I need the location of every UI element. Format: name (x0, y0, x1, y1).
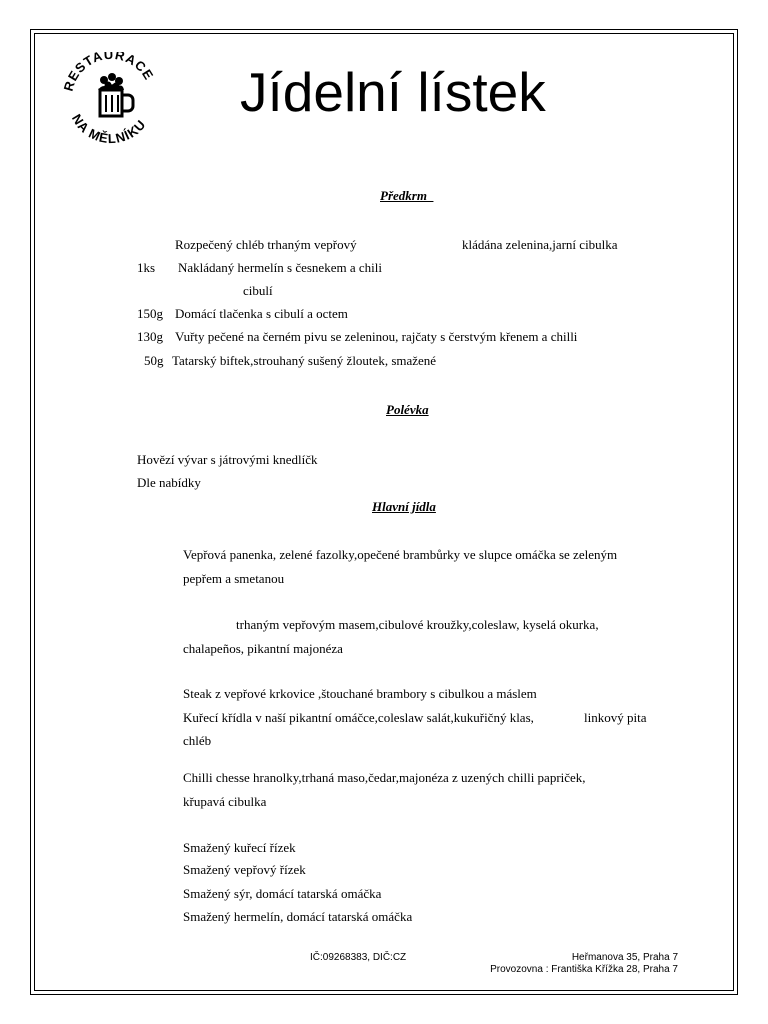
menu-item-text: Hovězí vývar s játrovými knedlíčk (137, 452, 318, 467)
menu-item-text: pepřem a smetanou (183, 571, 285, 586)
menu-item-text: Smažený hermelín, domácí tatarská omáčka (183, 909, 413, 924)
menu-item-text: trhaným vepřovým masem,cibulové kroužky,coleslaw, kyselá okurka, (236, 617, 599, 632)
section-title-hlavni: Hlavní jídla (372, 499, 436, 514)
menu-item-text: cibulí (243, 283, 273, 298)
menu-item-text: chléb (183, 733, 212, 748)
menu-item-text: Smažený sýr, domácí tatarská omáčka (183, 886, 382, 901)
section-title-predkrm: Předkrm (380, 188, 434, 203)
menu-item-qty: 50g (144, 353, 164, 368)
menu-item-text: Vepřová panenka, zelené fazolky,opečené brambůrky ve slupce omáčka se zeleným (183, 547, 618, 562)
menu-item-text: Smažený kuřecí řízek (183, 840, 296, 855)
menu-item-text: Rozpečený chléb trhaným vepřový (175, 237, 357, 252)
menu-item-qty: 1ks (137, 260, 156, 275)
footer-address: Heřmanova 35, Praha 7 (571, 952, 678, 963)
menu-item-text: Vuřty pečené na černém pivu se zeleninou, rajčaty s čerstvým křenem a chilli (175, 329, 578, 344)
section-title-polevka: Polévka (386, 402, 429, 417)
restaurant-logo (62, 52, 160, 144)
menu-item-text: Nakládaný hermelín s česnekem a chili (178, 260, 382, 275)
page-title: Jídelní lístek (240, 61, 546, 123)
menu-item-text: Chilli chesse hranolky,trhaná maso,čedar,majonéza z uzených chilli papriček, (183, 770, 586, 785)
logo-text-bottom: NA MĚLNÍKU (68, 111, 150, 144)
footer-company-ids: IČ:09268383, DIČ:CZ (310, 952, 407, 963)
menu-item-text: Steak z vepřové krkovice ,štouchané brambory s cibulkou a máslem (183, 686, 537, 701)
menu-item-qty: 150g (137, 306, 163, 321)
menu-item-text: Domácí tlačenka s cibulí a octem (175, 306, 348, 321)
menu-item-text: Kuřecí křídla v naší pikantní omáčce,coleslaw salát,kukuřičný klas, (183, 710, 534, 725)
menu-item-text: Smažený vepřový řízek (183, 862, 306, 877)
menu-item-text: Tatarský biftek,strouhaný sušený žloutek, smažené (172, 353, 437, 368)
beer-mug-icon (62, 52, 160, 144)
menu-item-text: linkový pita (584, 710, 647, 725)
logo-text-top: RESTAURACE (62, 52, 157, 93)
footer-branch: Provozovna : Františka Křížka 28, Praha 7 (490, 964, 678, 975)
menu-item-text: křupavá cibulka (183, 794, 267, 809)
menu-item-text: Dle nabídky (137, 475, 201, 490)
menu-item-text: kládána zelenina,jarní cibulka (462, 237, 618, 252)
menu-item-text: chalapeños, pikantní majonéza (183, 641, 343, 656)
menu-item-qty: 130g (137, 329, 163, 344)
